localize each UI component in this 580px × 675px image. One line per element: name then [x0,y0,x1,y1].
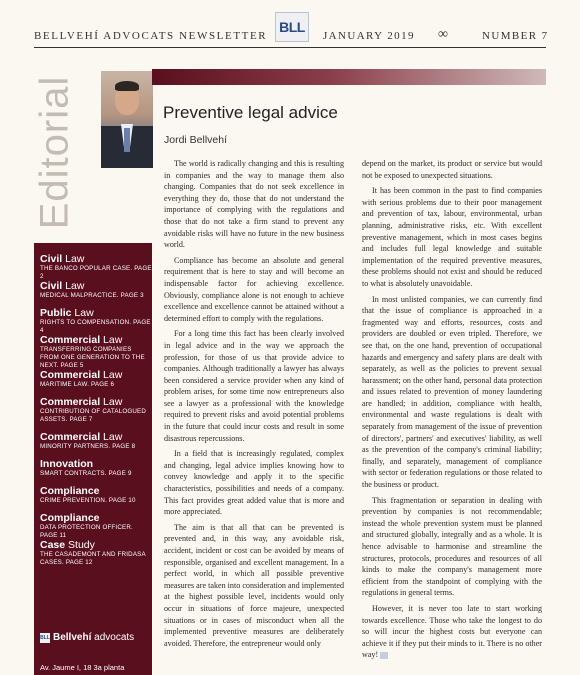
contents-item[interactable]: Innovation SMART CONTRACTS. PAGE 9 [40,458,132,477]
contents-item[interactable]: Case Study THE CASADEMONT AND FRIDASA CASES. PAGE 12 [40,539,146,566]
article-column-2 [362,158,542,665]
contents-sidebar [34,243,152,675]
contents-item[interactable]: Civil Law THE BANCO POPULAR CASE. PAGE 2 [40,253,152,280]
contents-item[interactable]: Commercial Law TRANSFERRING COMPANIES FROM ONE GENERATION TO THE NEXT. PAGE 5 [40,334,145,369]
paragraph: It has been common in the past to find companies with serious problems due to their poor management and prevention of tax, labour, environmental, urban planning, administrative risks, etc. With excellent preventive management, which in most cases begins and includes full legal knowledge and suitable implementation of the required preventive measures, these problems should not exist and should be reduced to what is absolutely unavoidable. [362,186,542,288]
paragraph: depend on the market, its product or service but would not be exposed to unexpected situations. [362,159,542,180]
contents-item[interactable]: Public Law RIGHTS TO COMPENSATION. PAGE 4 [40,307,151,334]
paragraph: The aim is that all that can be prevented is prevented and, in this way, any avoidable risk, accident, incident or cost can be avoided by means of responsible, organised and excellent management. In a perfect world, in which all possible preventive measures are taken into consideration and implemented at the highest possible level, incidents would only occur in situations of force majeure, unexpected situations or in cases of misconduct when all the implemented preventive measures are deliberately avoided. Therefore, the entrepreneur would only [164,522,344,648]
title-band [152,69,546,85]
article-author: Jordi Bellvehí [164,134,228,146]
firm-address: Av. Jaume I, 18 3a planta [40,663,125,672]
paragraph: This fragmentation or separation in dealing with prevention by companies is not recommendable; instead the whole prevention system must be planned and structured globally, integrally and as a whole. It is hence advisable to harmonise and streamline the structures, protocols, procedures and resources of all kinds to make the company's management more efficient from the standpoint of complying with the regulations in general terms. [362,495,542,598]
header-separator: ∞ [438,27,448,42]
firm-brand: BLL Bellvehí advocats [40,632,135,644]
paragraph: However, it is never too late to start working towards excellence. Those who take the longest to do so will incur the highest costs but everyone can achieve it if they put their minds to it. There is no other way! [362,603,542,660]
contents-item[interactable]: Commercial Law MINORITY PARTNERS. PAGE 8 [40,431,136,450]
issue-date: JANUARY 2019 [323,30,415,42]
section-label: Editorial [32,75,77,230]
header-rule [34,47,546,48]
article-title: Preventive legal advice [163,103,338,122]
paragraph: For a long time this fact has been clearly involved in legal advice and in the way we approach the profession, for those of us that provide advice to companies. Although traditionally a lawyer has always been considered a service provider when any kind of problem arises, for some time now entrepreneurs also see a lawyer as a professional with the knowledge required to prevent risks and avoid potential problems in the future that could incur costs and result in some disastrous repercussions. [164,329,344,443]
author-photo [101,71,153,168]
newsletter-header [0,0,580,50]
bll-mini-logo: BLL [40,634,50,641]
paragraph: The world is radically changing and this is resulting in companies and the way to manage them also changing. Companies that do not seek excellence in everything they do, those that do not understand the importance of complying with the regulations and those that do not take a firm stand to prevent any avoidable risks will have no future in the new business world. [164,159,344,250]
paragraph: In a field that is increasingly regulated, complex and changing, legal advice implies knowing how to convey knowledge and apply it to the specific characteristics, possibilities and needs of a company. This fact provides great added value that is more and more appreciated. [164,449,344,517]
article-column-1 [164,158,344,653]
masthead: BELLVEHÍ ADVOCATS NEWSLETTER [34,30,268,42]
contents-item[interactable]: Commercial Law MARITIME LAW. PAGE 6 [40,369,123,388]
end-mark-icon [380,652,388,659]
issue-number: NUMBER 7 [482,30,549,42]
contents-item[interactable]: Civil Law MEDICAL MALPRACTICE. PAGE 3 [40,280,144,299]
contents-item[interactable]: Commercial Law CONTRIBUTION OF CATALOGUED ASSETS. PAGE 7 [40,396,147,423]
paragraph: Compliance has become an absolute and general requirement that is here to stay and will become an indispensable factor for achieving excellence. Obviously, compliance alone is not enough to achieve excellence and excellence cannot be attained without a determined effort to comply with the regulations. [164,255,344,323]
contents-item[interactable]: Compliance DATA PROTECTION OFFICER. PAGE 11 [40,512,133,539]
paragraph: In most unlisted companies, we can currently find that the issue of compliance is approached in a fragmented way and efforts, resources, costs and providers are doubled or even tripled. Therefore, we see that, on the one hand, prevention of occupational hazards and emergency and safety plans are dealt with separately, as well as the policies to prevent sexual harassment; on the other hand, personal data protection and issues related to prevention of money laundering are handled; in addition, compliance with health, environmental and waste regulations is dealt with separately from management of the issue of prevention of directors', partners' and executives' liability, as well as the prevention of the company's criminal liability; finally, and separately, management of compliance with sector or federation regulations or those related to the business or product. [362,294,542,490]
bll-logo: BLL [275,12,309,42]
contents-item[interactable]: Compliance CRIME PREVENTION. PAGE 10 [40,485,136,504]
